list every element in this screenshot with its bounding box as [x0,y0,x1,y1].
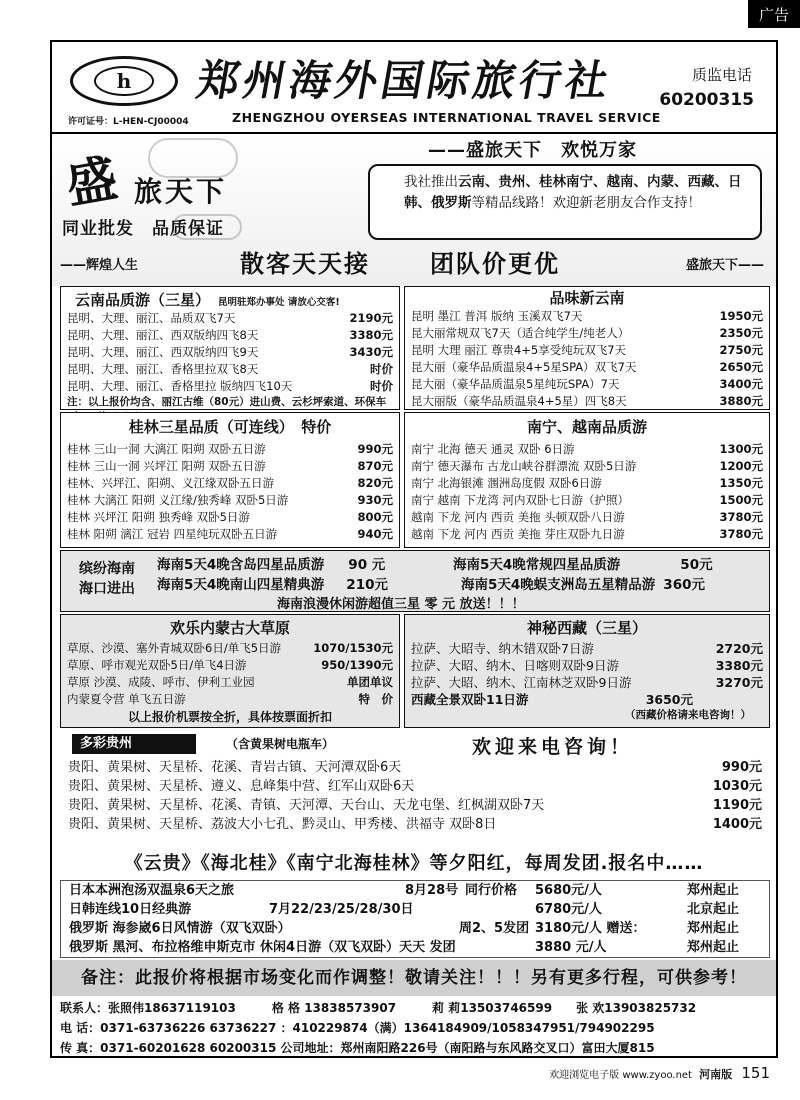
brand-name: 旅天下 [134,175,228,208]
logo-mark: h [94,66,154,96]
mongolia-note: 以上报价机票按全折，具体按票面折扣 [127,710,332,724]
yunnan-box [60,286,400,410]
brand-big-char: 盛 [61,148,122,215]
tagline-individual: 散客天天接 [240,250,370,278]
tibet-note: （西藏价格请来电咨询！） [625,709,751,721]
list-item: 越南 下龙 河内 西贡 美拖 头顿双卧八日游 3780元 [411,510,763,524]
list-item: 昆大丽版（豪华品质温泉4+5星）四飞8天 3880元 [411,394,763,408]
list-item: 南宁 北海 德天 通灵 双卧 6日游 1300元 [411,442,763,456]
list-item: 南宁 越南 下龙湾 河内双卧七日游（护照） 1500元 [411,493,763,507]
page-footer [549,1064,770,1082]
list-item: 桂林 兴坪江 阳朔 独秀峰 双卧5日游 800元 [67,510,393,524]
list-item: 俄罗斯 黑河、布拉格维申斯克市 休闲4日游（双飞双卧）天天 发团 3880 元/人 郑州起止 [69,940,740,955]
guilin-box [60,412,400,548]
intro-box [368,164,762,240]
list-item: 昆明、大理、丽江、西双版纳四飞9天 3430元 [67,345,393,359]
contact-info [52,998,776,1058]
list-item: 昆明、大理、丽江、香格里拉 版纳四飞10天 时价 [67,379,393,393]
list-item: 拉萨、大昭、纳木、江南林芝双卧9日游 3270元 [411,675,763,690]
list-item: 桂林 三山一洞 兴坪江 阳朔 双卧五日游 870元 [67,459,393,473]
list-item: 草原 沙漠、成陵、呼市、伊利工业园 单团单议 [67,675,393,689]
list-item: 海南5天4晚南山四星精典游 210元 [157,577,388,593]
list-item: 日本本洲泡汤双温泉6天之旅 8月28号 同行价格 5680元/人 郑州起止 [69,883,740,898]
tibet-box [404,614,770,728]
list-item: 桂林、兴坪江、阳朔、义江缘双卧五日游 820元 [67,476,393,490]
list-item: 贵阳、黄果树、天星桥、花溪、青岩古镇、天河潭双卧6天 990元 [68,760,762,775]
header [52,42,776,134]
tagline-left: ——辉煌人生 [60,258,139,273]
ad-tag: 广告 [748,0,800,28]
mongolia-title: 欢乐内蒙古大草原 [169,619,290,637]
yunnan-title-note: 昆明驻郑办事处 请放心交客! [218,297,340,308]
new-yunnan-title: 品味新云南 [549,289,625,307]
list-item: 海南5天4晚蜈支洲岛五星精品游 360元 [461,577,705,593]
list-item: 昆大丽（豪华品质温泉5星纯玩SPA）7天 3400元 [411,377,763,391]
list-item: 俄罗斯 海参崴6日风情游（双飞双卧） 周2、5发团 3180元/人 赠送： 郑州起止 [69,921,740,936]
list-item: 昆明、大理、丽江、品质双飞7天 2190元 [67,311,393,325]
hainan-promo: 海南浪漫休闲游超值三星 零 元 放送！！！ [277,597,525,612]
company-logo [70,56,178,106]
list-item: 拉萨、大昭寺、纳木错双卧7日游 2720元 [411,641,763,656]
list-item: 昆明 大理 丽江 尊贵4+5享受纯玩双飞7天 2750元 [411,343,763,357]
footer-site: 欢迎浏览电子版 www.zyoo.net [549,1070,692,1081]
list-item: 南宁 德天瀑布 古龙山峡谷群漂流 双卧5日游 1200元 [411,459,763,473]
tagline-right: 盛旅天下—— [685,258,764,273]
list-item: 日韩连线10日经典游 7月22/23/25/28/30日 6780元/人 北京起止 [69,902,740,917]
company-name: 郑州海外国际旅行社 [193,56,616,105]
banner-subtitle: 同业批发 品质保证 [62,219,224,239]
list-item: 贵阳、黄果树、天星桥、遵义、息峰集中营、红军山双卧6天 1030元 [68,779,762,794]
sunset-tour-slogan: 《云贵》《海北桂》《南宁北海桂林》等夕阳红，每周发团.报名中…… [124,853,704,874]
new-yunnan-box [404,286,770,410]
hainan-label: 缤纷海南 海口进出 [79,561,135,597]
contact-fax-address: 传 真：0371-60201628 60200315 公司地址：郑州南阳路226号（南阳路与东风路交叉口）富田大厦815 [60,1041,655,1055]
list-item: 昆明、大理、丽江、香格里拉双飞8天 时价 [67,362,393,376]
list-item: 桂林 阳朔 漓江 冠岩 四星纯玩双卧五日游 940元 [67,527,393,541]
yunnan-title: 云南品质游（三星） [75,291,211,309]
page-number: 151 [741,1064,770,1082]
intro-destinations: 云南、贵州、桂林南宁、越南、内蒙、西藏、日韩、俄罗斯 [404,174,742,211]
guizhou-subtitle: （含黄果树电瓶车） [226,737,335,751]
list-item: 海南5天4晚含岛四星品质游 90 元 [157,557,386,573]
list-item: 内蒙夏令营 单飞五日游 特 价 [67,692,393,706]
motto: ——盛旅天下 欢悦万家 [428,140,637,161]
list-item: 拉萨、大昭、纳木、日喀则双卧9日游 3380元 [411,658,763,673]
list-item: 贵阳、黄果树、天星桥、荔波大小七孔、黔灵山、甲秀楼、洪福寺 双卧8日 1400元 [68,817,762,832]
list-item: 草原、沙漠、塞外青城双卧6日/单飞5日游 1070/1530元 [67,641,393,655]
list-item: 南宁 北海银滩 涠洲岛度假 双卧6日游 1350元 [411,476,763,490]
intro-text: 我社推出 [404,174,458,190]
company-name-en: ZHENGZHOU OYERSEAS INTERNATIONAL TRAVEL SERVICE [232,110,661,125]
hotline-number: 60200315 [659,90,754,110]
tibet-title: 神秘西藏（三星） [526,619,647,637]
list-item: 桂林 三山一洞 大漓江 阳朔 双卧五日游 990元 [67,442,393,456]
list-item: 越南 下龙 河内 西贡 美拖 芽庄双卧九日游 3780元 [411,527,763,541]
hainan-box [60,550,770,612]
banner [52,136,776,286]
footer-edition: 河南版 [699,1068,733,1081]
special-tours-box [60,880,770,958]
guizhou-section [60,732,770,844]
list-item: 桂林 大漓江 阳朔 义江缘/独秀峰 双卧5日游 930元 [67,493,393,507]
list-item: 海南5天4晚常规四星品质游 50元 [453,557,713,573]
list-item: 昆明 墨江 普洱 版纳 玉溪双飞7天 1950元 [411,309,763,323]
list-item: 昆大丽常规双飞7天（适合纯学生/纯老人） 2350元 [411,326,763,340]
nanning-box [404,412,770,548]
list-item: 昆明、大理、丽江、西双版纳四飞8天 3380元 [67,328,393,342]
list-item: 昆大丽（豪华品质温泉4+5星SPA）双飞7天 2650元 [411,360,763,374]
list-item: 西藏全景双卧11日游 3650元 [411,692,693,707]
remarks-bar: 备注：此报价将根据市场变化而作调整！敬请关注！！！另有更多行程，可供参考！ [52,960,776,996]
advertisement-frame [50,40,778,1058]
hotline-label: 质监电话 [691,66,752,84]
list-item: 贵阳、黄果树、天星桥、花溪、青镇、天河潭、天台山、天龙屯堡、红枫湖双卧7天 1190元 [68,798,762,813]
yunnan-note: 注：以上报价均含、丽江古维（80元）进山费、云杉坪索道、环保车 [67,396,387,408]
guilin-title: 桂林三星品质（可连线） 特价 [128,418,332,436]
guizhou-heading: 多彩贵州 [72,734,196,754]
welcome-call-text: 欢迎来电咨询！ [472,736,634,758]
list-item: 草原、呼市观光双卧5日/单飞4日游 950/1390元 [67,658,393,672]
license-number: 许可证号：L-HEN-CJ00004 [68,117,189,127]
mongolia-box [60,614,400,728]
nanning-title: 南宁、越南品质游 [526,418,647,436]
intro-text: 等精品线路！欢迎新老朋友合作支持！ [471,195,701,211]
tagline-group: 团队价更优 [430,250,560,278]
contact-persons: 联系人：张照伟18637119103 格 格 13838573907 莉 莉13503746599 张 欢13903825732 [60,1001,697,1015]
contact-phones: 电 话：0371-63736226 63736227 ：410229874（满）1364184909/1058347951/794902295 [60,1021,655,1035]
